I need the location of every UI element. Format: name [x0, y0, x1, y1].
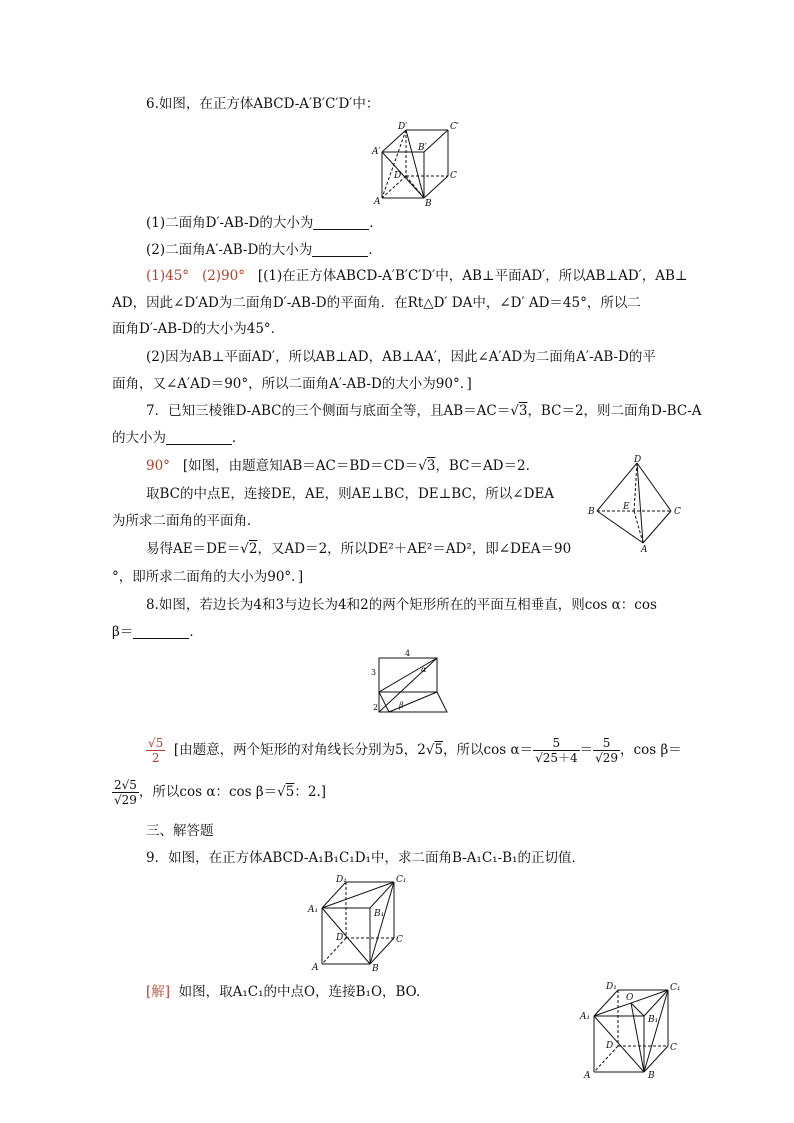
- q8-frac2: [593, 736, 620, 765]
- q7-sol-c: 为所求二面角的平面角．: [112, 513, 261, 529]
- q7-sqrt3-sol-radicand: 3: [426, 458, 436, 474]
- q9s-label-d1: D₁: [606, 982, 617, 992]
- q7-sol-line1: [146, 457, 530, 475]
- q6-period1: ．: [369, 215, 383, 231]
- q9-solution-tag: [解]: [146, 984, 171, 1000]
- q8-label-four: 4: [405, 649, 411, 658]
- q7-answer: 90°: [146, 458, 170, 474]
- q6-label-dp: D′: [398, 122, 408, 132]
- q8-answer-num: √5: [148, 736, 164, 750]
- q8-frac3: [112, 778, 139, 807]
- q7-label-c: C: [674, 507, 681, 517]
- q9-label-b: B: [372, 964, 379, 972]
- q6-blank2: [312, 242, 368, 257]
- q7-sol-d1: 易得AE＝DE＝: [146, 541, 241, 557]
- q7-label-b: B: [588, 507, 595, 517]
- q9-label-c: C: [396, 935, 403, 945]
- q9s-label-a1: A₁: [580, 1012, 591, 1022]
- q7-sol-e: °，即所求二面角的大小为90°．]: [112, 569, 304, 585]
- q6-part2-text: (2)二面角A′-AB-D的大小为: [146, 242, 313, 258]
- q8-sol-line1: [146, 733, 682, 767]
- q6-sol1b: AD，因此∠D′AD为二面角D′-AB-D的平面角．在Rt△D′ DA中，∠D′ AD＝45°，所以二: [112, 295, 641, 311]
- q8-prompt-b: β＝: [112, 624, 134, 640]
- q9-label-a1: A₁: [308, 905, 319, 915]
- q8-label-beta: β: [399, 701, 404, 710]
- q8-prompt-a: 8.如图，若边长为4和3与边长为4和2的两个矩形所在的平面互相垂直，则cos α：cos: [146, 597, 657, 613]
- q9-label-a: A: [312, 963, 319, 972]
- section-heading: 三、解答题: [146, 823, 214, 839]
- q7-blank: [166, 430, 232, 445]
- q8-answer-fraction: [146, 736, 165, 765]
- q8-rectangles-figure: [365, 648, 460, 718]
- q9-solution-cube-figure: [578, 978, 688, 1080]
- q9-solution-text: 如图，取A₁C₁的中点O，连接B₁O，BO.: [178, 984, 421, 1000]
- q8-frac3-den: √29: [114, 793, 137, 807]
- q8-frac3-num: 2√5: [114, 778, 137, 792]
- q8-sol-b: ，所以cos α＝: [443, 742, 534, 758]
- q8-sqrt5-b-radicand: 5: [285, 784, 295, 800]
- q6-label-b: B: [425, 199, 432, 208]
- q8-sqrt5-b: √5: [277, 784, 295, 800]
- q9-label-d1: D₁: [336, 875, 347, 885]
- q8-sqrt5-radicand: 5: [434, 742, 444, 758]
- q9s-label-d: D: [606, 1041, 614, 1051]
- q8-sol-a: [由题意，两个矩形的对角线长分别为5，2: [173, 742, 426, 758]
- q9-label-c1: C₁: [396, 875, 407, 885]
- q8-label-two: 2: [373, 703, 379, 712]
- q6-label-ap: A′: [372, 147, 381, 157]
- q6-label-bp: B′: [418, 143, 427, 153]
- q8-frac1: [533, 736, 580, 765]
- q9-solution-line: [146, 983, 420, 1001]
- q7-sqrt2: √2: [240, 541, 258, 557]
- q7-sqrt2-radicand: 2: [248, 541, 258, 557]
- q6-label-a: A: [374, 197, 381, 207]
- q7-label-d: D: [634, 455, 642, 465]
- q7-sol-b: 取BC的中点E，连接DE，AE，则AE⊥BC，DE⊥BC，所以∠DEA: [146, 486, 555, 502]
- q9-cube-figure: [306, 872, 416, 972]
- q6-sol-line1: [146, 267, 688, 285]
- q6-part1: [146, 214, 383, 232]
- q8-frac2-den: √29: [595, 751, 619, 765]
- q8-frac1-num: 5: [533, 736, 580, 751]
- q6-period2: ．: [368, 242, 382, 258]
- q6-part1-text: (1)二面角D′-AB-D的大小为: [146, 215, 314, 231]
- q8-sol-e: ：2.]: [294, 784, 327, 800]
- q8-period: ．: [189, 624, 203, 640]
- q7-sqrt3-radicand: 3: [518, 403, 528, 419]
- q6-prompt: 6.如图，在正方体ABCD-A′B′C′D′中：: [146, 96, 380, 112]
- q7-sol-a1: [如图，由题意知AB＝AC＝BD＝CD＝: [182, 458, 419, 474]
- q6-label-d: D: [394, 171, 402, 181]
- q7-prompt-line1: [146, 402, 701, 420]
- q6-blank1: [313, 215, 369, 230]
- q8-sol-line2: [112, 775, 326, 809]
- q8-prompt-line2: [112, 623, 203, 641]
- q8-answer-den: 2: [151, 751, 160, 765]
- q9s-label-b: B: [648, 1071, 655, 1080]
- q7-prompt-a: 7．已知三棱锥D-ABC的三个侧面与底面全等，且AB＝AC＝: [146, 403, 511, 419]
- q9-label-d: D: [336, 933, 344, 943]
- q8-frac2-num: 5: [593, 736, 620, 751]
- q8-label-alpha: α: [421, 665, 427, 674]
- q8-sqrt5: √5: [425, 742, 444, 758]
- q9-label-b1: B₁: [374, 909, 385, 919]
- q7-sol-a2: ，BC＝AD＝2.: [435, 458, 530, 474]
- q7-prompt-line2: [112, 429, 246, 447]
- q6-sol2a: (2)因为AB⊥平面AD′，所以AB⊥AD，AB⊥AA′，因此∠A′AD为二面角A′-AB-D的平: [146, 349, 656, 365]
- q6-answer1: (1)45°: [146, 268, 190, 284]
- q7-period: ．: [232, 430, 246, 446]
- q7-sqrt3-sol: √3: [418, 458, 436, 474]
- q6-sol1a: [(1)在正方体ABCD-A′B′C′D′中，AB⊥平面AD′，所以AB⊥AD′，AB⊥: [257, 268, 688, 284]
- q8-sol-d: ，所以cos α：cos β＝: [138, 784, 278, 800]
- q6-answer2: (2)90°: [201, 268, 245, 284]
- q7-label-e: E: [623, 502, 630, 512]
- q7-sqrt3: √3: [510, 403, 528, 419]
- q9s-label-o: O: [626, 993, 634, 1003]
- q6-part2: [146, 241, 382, 259]
- q7-prompt-c: 的大小为: [112, 430, 166, 446]
- q8-label-three: 3: [371, 668, 377, 677]
- q8-blank: [133, 624, 189, 639]
- q8-sol-c: ，cos β＝: [620, 742, 682, 758]
- q6-label-cp: C′: [450, 122, 459, 132]
- q7-tetrahedron-figure: [585, 455, 685, 555]
- q7-label-a: A: [641, 545, 648, 555]
- q9s-label-c1: C₁: [670, 983, 681, 993]
- q9s-label-a: A: [584, 1071, 591, 1080]
- q8-frac1-den: √25＋4: [535, 751, 578, 765]
- q7-sol-d2: ，又AD＝2，所以DE²＋AE²＝AD²，即∠DEA＝90: [257, 541, 572, 557]
- q9s-label-c: C: [670, 1043, 677, 1053]
- q7-sol-line4: [146, 540, 571, 558]
- q6-sol2b: 面角，又∠A′AD＝90°，所以二面角A′-AB-D的大小为90°．]: [112, 376, 472, 392]
- q9-prompt: 9．如图，在正方体ABCD-A₁B₁C₁D₁中，求二面角B-A₁C₁-B₁的正切值．: [146, 850, 585, 866]
- q9s-label-b1: B₁: [648, 1015, 659, 1025]
- q7-prompt-b: ，BC＝2，则二面角D-BC-A: [527, 403, 702, 419]
- q6-label-c: C: [450, 171, 457, 181]
- q8-equals: ＝: [579, 742, 594, 758]
- q6-sol1c: 面角D′-AB-D的大小为45°．: [112, 321, 285, 337]
- q6-cube-figure: [366, 118, 466, 208]
